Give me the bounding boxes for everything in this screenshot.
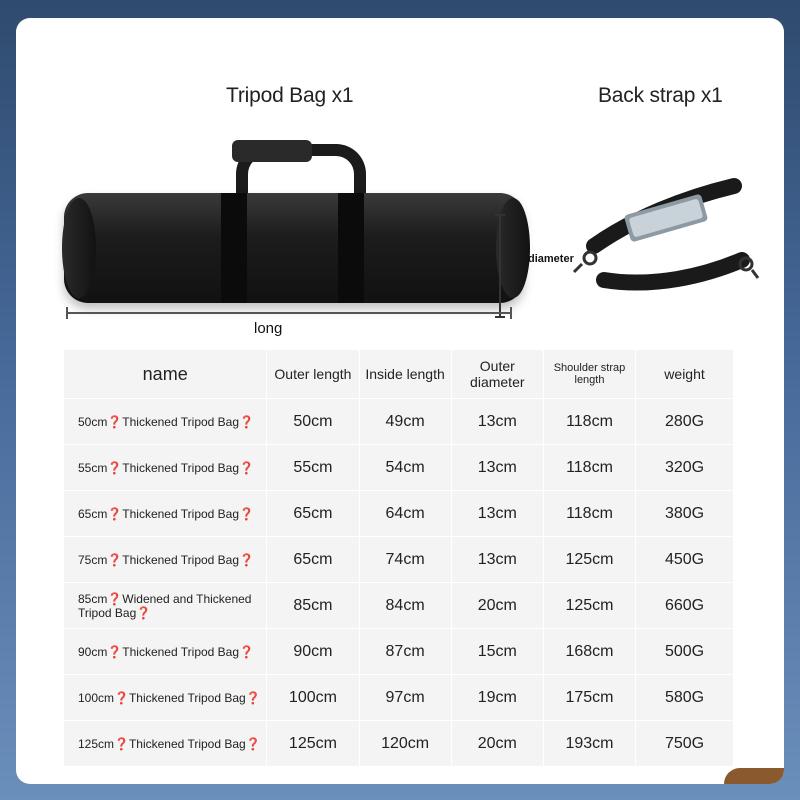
cell-name: 55cm❓Thickened Tripod Bag❓ bbox=[64, 445, 267, 491]
table-row bbox=[64, 491, 734, 537]
diameter-dimension-line bbox=[499, 214, 501, 318]
cell-outer-diameter: 13cm bbox=[451, 537, 543, 583]
header-name: name bbox=[64, 350, 267, 399]
table-row bbox=[64, 629, 734, 675]
bag-end-right bbox=[496, 198, 530, 298]
cell-name: 75cm❓Thickened Tripod Bag❓ bbox=[64, 537, 267, 583]
handle-pad bbox=[232, 140, 312, 162]
cell-outer-length: 90cm bbox=[267, 629, 359, 675]
cell-weight: 500G bbox=[636, 629, 734, 675]
header-shoulder-strap-length: Shoulder strap length bbox=[543, 350, 635, 399]
tripod-bag-image bbox=[56, 138, 526, 328]
background-rock bbox=[724, 768, 784, 784]
cell-outer-diameter: 13cm bbox=[451, 399, 543, 445]
cell-shoulder-strap-length: 118cm bbox=[543, 445, 635, 491]
cell-shoulder-strap-length: 125cm bbox=[543, 583, 635, 629]
diameter-label: diameter bbox=[528, 253, 574, 265]
cell-inside-length: 74cm bbox=[359, 537, 451, 583]
cell-outer-diameter: 15cm bbox=[451, 629, 543, 675]
bag-end-left bbox=[62, 198, 96, 298]
cell-weight: 750G bbox=[636, 721, 734, 767]
bag-body bbox=[64, 193, 524, 303]
cell-inside-length: 87cm bbox=[359, 629, 451, 675]
cell-outer-length: 85cm bbox=[267, 583, 359, 629]
cell-shoulder-strap-length: 125cm bbox=[543, 537, 635, 583]
back-strap-title: Back strap x1 bbox=[598, 84, 723, 107]
table-header-row bbox=[64, 350, 734, 399]
product-card bbox=[16, 18, 784, 784]
bag-strap-band bbox=[338, 193, 364, 303]
long-label: long bbox=[254, 320, 283, 337]
header-outer-diameter: Outer diameter bbox=[451, 350, 543, 399]
cell-inside-length: 84cm bbox=[359, 583, 451, 629]
header-inside-length: Inside length bbox=[359, 350, 451, 399]
length-dimension-line bbox=[66, 312, 512, 314]
cell-inside-length: 54cm bbox=[359, 445, 451, 491]
cell-weight: 450G bbox=[636, 537, 734, 583]
header-outer-length: Outer length bbox=[267, 350, 359, 399]
cell-inside-length: 97cm bbox=[359, 675, 451, 721]
cell-outer-length: 125cm bbox=[267, 721, 359, 767]
cell-inside-length: 64cm bbox=[359, 491, 451, 537]
cell-shoulder-strap-length: 175cm bbox=[543, 675, 635, 721]
cell-outer-diameter: 13cm bbox=[451, 445, 543, 491]
cell-shoulder-strap-length: 193cm bbox=[543, 721, 635, 767]
cell-name: 100cm❓Thickened Tripod Bag❓ bbox=[64, 675, 267, 721]
cell-weight: 380G bbox=[636, 491, 734, 537]
cell-shoulder-strap-length: 118cm bbox=[543, 491, 635, 537]
table-row bbox=[64, 537, 734, 583]
table-row bbox=[64, 399, 734, 445]
cell-name: 50cm❓Thickened Tripod Bag❓ bbox=[64, 399, 267, 445]
header-weight: weight bbox=[636, 350, 734, 399]
table-row bbox=[64, 445, 734, 491]
tripod-bag-title: Tripod Bag x1 bbox=[226, 84, 354, 107]
cell-weight: 580G bbox=[636, 675, 734, 721]
cell-outer-length: 100cm bbox=[267, 675, 359, 721]
cell-outer-length: 50cm bbox=[267, 399, 359, 445]
cell-weight: 280G bbox=[636, 399, 734, 445]
cell-inside-length: 49cm bbox=[359, 399, 451, 445]
cell-outer-length: 65cm bbox=[267, 537, 359, 583]
cell-outer-diameter: 20cm bbox=[451, 583, 543, 629]
cell-outer-length: 55cm bbox=[267, 445, 359, 491]
table-row bbox=[64, 583, 734, 629]
cell-name: 90cm❓Thickened Tripod Bag❓ bbox=[64, 629, 267, 675]
back-strap-image bbox=[564, 168, 764, 318]
cell-outer-diameter: 20cm bbox=[451, 721, 543, 767]
table-row bbox=[64, 721, 734, 767]
cell-name: 85cm❓Widened and Thickened Tripod Bag❓ bbox=[64, 583, 267, 629]
cell-shoulder-strap-length: 118cm bbox=[543, 399, 635, 445]
cell-weight: 320G bbox=[636, 445, 734, 491]
cell-shoulder-strap-length: 168cm bbox=[543, 629, 635, 675]
table-body bbox=[64, 399, 734, 767]
table-row bbox=[64, 675, 734, 721]
size-spec-table bbox=[64, 350, 734, 767]
cell-name: 65cm❓Thickened Tripod Bag❓ bbox=[64, 491, 267, 537]
bag-strap-band bbox=[221, 193, 247, 303]
cell-outer-diameter: 19cm bbox=[451, 675, 543, 721]
cell-weight: 660G bbox=[636, 583, 734, 629]
cell-outer-diameter: 13cm bbox=[451, 491, 543, 537]
cell-inside-length: 120cm bbox=[359, 721, 451, 767]
cell-name: 125cm❓Thickened Tripod Bag❓ bbox=[64, 721, 267, 767]
cell-outer-length: 65cm bbox=[267, 491, 359, 537]
